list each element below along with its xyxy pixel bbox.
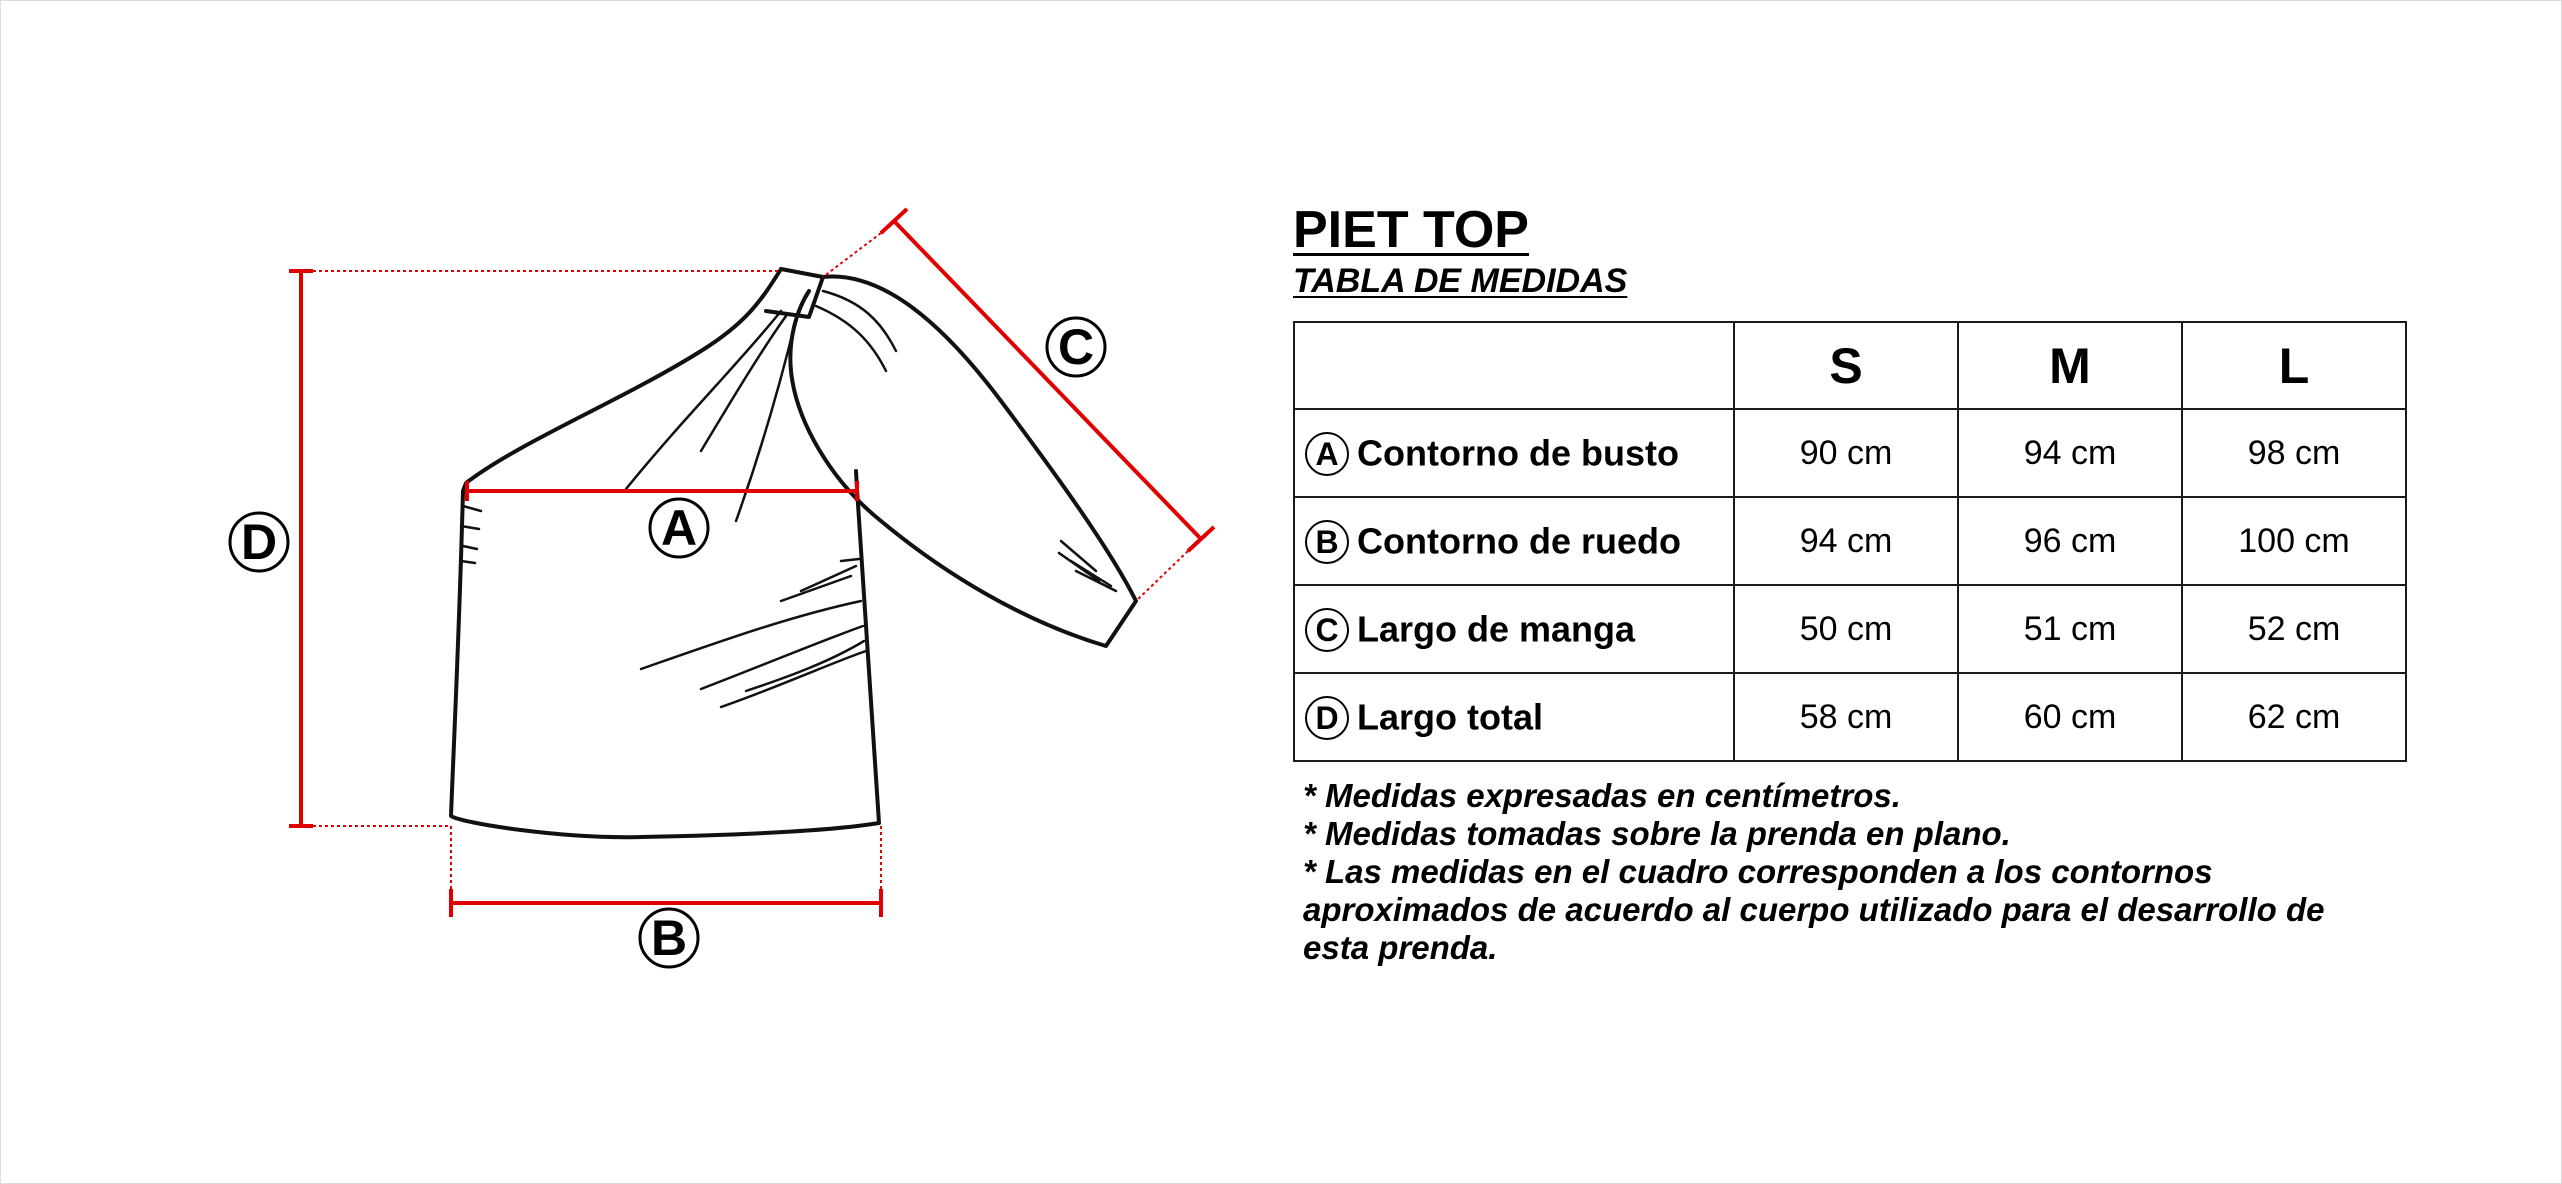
value-cell-m: 94 cm xyxy=(1958,409,2182,497)
value-cell-l: 98 cm xyxy=(2182,409,2406,497)
value-cell-l: 62 cm xyxy=(2182,673,2406,761)
table-row xyxy=(1294,673,2406,761)
measure-label-d-text: D xyxy=(240,514,278,570)
measure-cell xyxy=(1294,585,1734,673)
table-row xyxy=(1294,585,2406,673)
measure-label-c xyxy=(1047,318,1105,376)
value-cell-l: 100 cm xyxy=(2182,497,2406,585)
note-line: * Las medidas en el cuadro corresponden a los contornos aproximados de acuerdo al cuerpo utilizado para el desarrollo de esta prenda. xyxy=(1303,853,2325,966)
measure-label-b-text: B xyxy=(650,910,688,966)
side-gather-5 xyxy=(781,576,851,601)
garment-diagram xyxy=(1,1,1251,1183)
size-table-header-row xyxy=(1294,322,2406,409)
measure-letter-badge: C xyxy=(1305,608,1349,652)
side-gather-3 xyxy=(721,651,866,707)
measure-label-a-text: A xyxy=(660,500,698,556)
measure-c-line xyxy=(894,221,1201,539)
table-row xyxy=(1294,409,2406,497)
cuff-gather-4 xyxy=(1076,571,1116,591)
measurement-notes xyxy=(1303,777,2363,967)
note-line: * Medidas tomadas sobre la prenda en plano. xyxy=(1303,815,2011,852)
drape-line-1 xyxy=(626,311,781,489)
size-header-m: M xyxy=(1958,322,2182,409)
sleeve-drape-1 xyxy=(823,291,896,351)
value-cell-l: 52 cm xyxy=(2182,585,2406,673)
size-header-s: S xyxy=(1734,322,1958,409)
measure-c-bottom-guide xyxy=(1136,551,1188,601)
drape-line-2 xyxy=(701,316,786,451)
value-cell-s: 94 cm xyxy=(1734,497,1958,585)
measure-name: Largo de manga xyxy=(1357,608,1636,650)
left-gather-3 xyxy=(463,546,477,549)
measure-letter-badge: B xyxy=(1305,520,1349,564)
left-gather-1 xyxy=(463,506,481,511)
measure-label-d xyxy=(230,513,288,571)
side-gather-7 xyxy=(841,559,859,561)
garment-diagram-svg xyxy=(1,1,1251,1183)
measure-cell xyxy=(1294,409,1734,497)
value-cell-s: 50 cm xyxy=(1734,585,1958,673)
garment-outline xyxy=(451,269,1136,837)
note-line: * Medidas expresadas en centímetros. xyxy=(1303,777,1901,814)
measure-label-c-text: C xyxy=(1057,319,1095,375)
measure-name: Largo total xyxy=(1357,696,1543,738)
sleeve-drape-2 xyxy=(816,306,886,371)
size-table-subtitle: TABLA DE MEDIDAS xyxy=(1293,262,1628,300)
value-cell-s: 58 cm xyxy=(1734,673,1958,761)
table-row xyxy=(1294,497,2406,585)
value-cell-m: 51 cm xyxy=(1958,585,2182,673)
measure-cell xyxy=(1294,497,1734,585)
measure-letter-badge: A xyxy=(1305,432,1349,476)
value-cell-m: 60 cm xyxy=(1958,673,2182,761)
cuff-gather-3 xyxy=(1071,561,1111,586)
left-gather-4 xyxy=(461,561,475,563)
value-cell-s: 90 cm xyxy=(1734,409,1958,497)
measure-label-a xyxy=(650,499,708,557)
value-cell-m: 96 cm xyxy=(1958,497,2182,585)
measure-cell xyxy=(1294,673,1734,761)
measure-name: Contorno de busto xyxy=(1357,432,1679,474)
side-gather-6 xyxy=(801,566,856,591)
product-title: PIET TOP xyxy=(1293,201,1529,259)
size-table-header-blank xyxy=(1294,322,1734,409)
measure-name: Contorno de ruedo xyxy=(1357,520,1681,562)
measure-letter-badge: D xyxy=(1305,696,1349,740)
measure-label-b xyxy=(640,909,698,967)
size-header-l: L xyxy=(2182,322,2406,409)
size-table xyxy=(1293,321,2407,762)
measure-c-top-guide xyxy=(823,233,881,277)
